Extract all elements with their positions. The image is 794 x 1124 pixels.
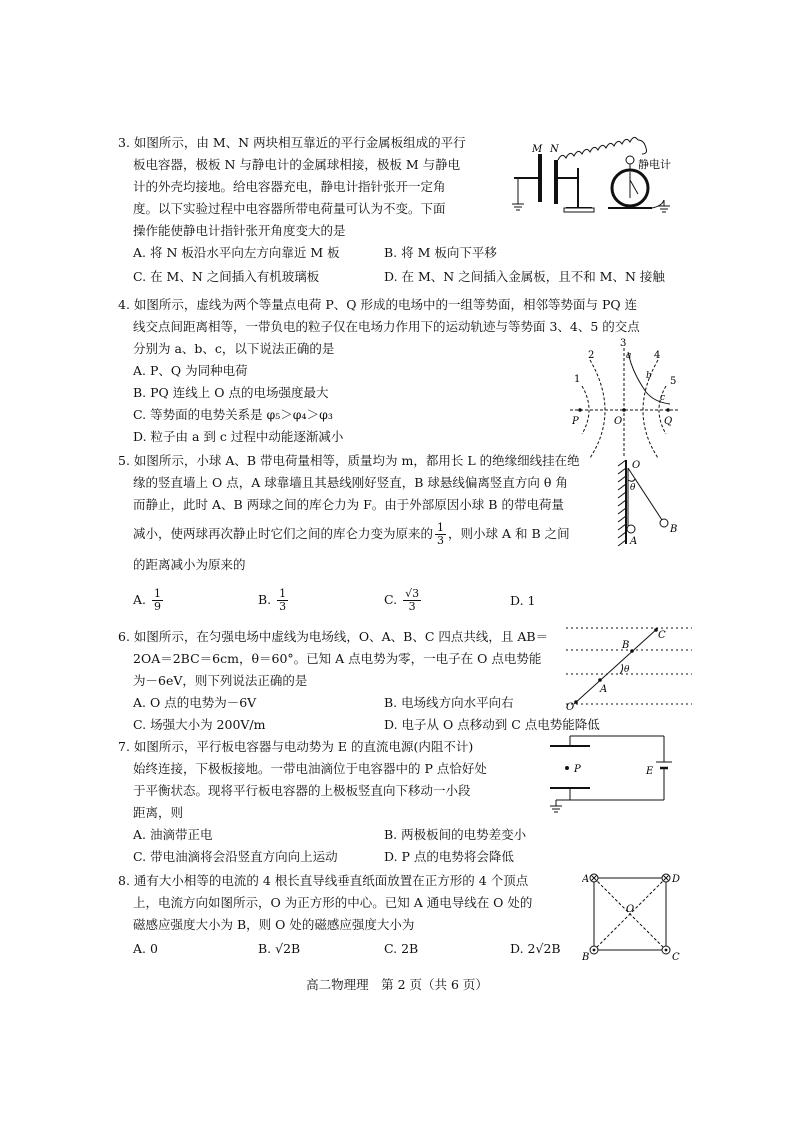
q5-label-b: B [670,524,678,535]
q8-option-b: B. √2B [258,941,301,956]
q8-line-1: 8. 通有大小相等的电流的 4 根长直导线垂直纸面放置在正方形的 4 个顶点 [118,873,529,888]
q8-label-a: A [582,874,590,885]
q5-option-a [133,588,165,613]
q5-line-2: 缘的竖直墙上 O 点，A 球靠墙且其悬线刚好竖直，B 球悬线偏离竖直方向 θ 角 [133,475,568,490]
q5-line-1: 5. 如图所示，小球 A、B 带电荷量相等，质量均为 m，都用长 L 的绝缘细线挂在绝 [118,453,580,468]
q5-option-d [510,592,536,610]
q5-line-4-fraction [435,522,446,547]
q6-label-theta: θ [624,665,630,675]
q7-option-a: A. 油滴带正电 [133,827,213,842]
q5-line-4-den: 3 [437,534,445,547]
q8-square-wires-figure [582,868,682,962]
q4-option-b: B. PQ 连线上 O 点的电场强度最大 [133,385,329,400]
q7-label-e: E [646,766,654,777]
q4-line-3: 分别为 a、b、c，以下说法正确的是 [133,341,335,356]
q6-line-2: 2OA＝2BC＝6cm，θ＝60°。已知 A 点电势为零，一电子在 O 点电势能 [133,651,542,666]
q4-label-4: 4 [654,350,661,361]
q5-option-d-text: 1 [527,593,536,608]
q5-option-a-letter: A. [133,592,147,607]
q5-label-a: A [630,536,638,546]
q4-option-c: C. 等势面的电势关系是 φ₅＞φ₄＞φ₃ [133,407,333,422]
q8-label-d: D [672,874,681,885]
q3-option-c: C. 在 M、N 之间插入有机玻璃板 [133,269,320,284]
q8-option-a: A. 0 [133,941,158,956]
q5-line-3: 而静止，此时 A、B 两球之间的库仑力为 F。由于外部原因小球 B 的带电荷量 [133,497,564,512]
q7-line-3: 于平衡状态。现将平行板电容器的上极板竖直向下移动一小段 [133,783,471,798]
q7-line-4: 距离，则 [133,805,184,820]
q3-electroscope-figure [508,132,698,222]
q5-charged-balls-figure [612,458,692,546]
q4-label-q: Q [664,416,673,427]
q5-line-4 [133,522,570,547]
q5-line-4-num: 1 [437,521,445,534]
q8-label-c: C [672,952,680,962]
q5-option-b-den: 3 [279,600,287,613]
q7-label-p: P [574,764,581,775]
q6-label-b: B [622,640,630,651]
q8-option-c: C. 2B [384,941,419,956]
q5-option-c-den: 3 [408,600,416,613]
q4-label-1: 1 [574,374,581,385]
q5-option-b-fraction [277,588,288,613]
q8-label-o: O [626,904,635,915]
q5-option-b [258,588,290,613]
q6-option-a: A. O 点的电势为－6V [133,695,257,710]
q6-label-a: A [600,684,608,695]
q5-option-c-letter: C. [384,592,398,607]
q4-label-2: 2 [588,350,595,361]
q7-option-b: B. 两极板间的电势差变小 [384,827,527,842]
q4-label-b: b [646,371,652,381]
q4-option-d: D. 粒子由 a 到 c 过程中动能逐渐减小 [133,429,344,444]
q3-line-4: 度。以下实验过程中电容器所带电荷量可认为不变。下面 [133,201,446,216]
q6-label-c: C [658,630,666,641]
q5-option-c-fraction [403,588,421,613]
q7-line-2: 始终连接，下极板接地。一带电油滴位于电容器中的 P 点恰好处 [133,761,487,776]
q3-meter-label: 静电计 [638,158,671,171]
q3-option-a: A. 将 N 板沿水平向左方向靠近 M 板 [133,245,340,260]
q6-option-c: C. 场强大小为 200V/m [133,717,266,732]
q5-line-4-post: ，则小球 A 和 B 之间 [448,526,570,541]
q7-option-d: D. P 点的电势将会降低 [384,849,514,864]
q4-label-o: O [614,416,623,427]
q4-label-a: a [626,351,632,361]
q5-option-a-den: 9 [154,600,161,613]
q6-line-3: 为－6eV，则下列说法正确的是 [133,673,308,688]
q8-line-2: 上，电流方向如图所示，O 为正方形的中心。已知 A 通电导线在 O 处的 [133,895,533,910]
q8-label-b: B [582,952,590,962]
q3-line-3: 计的外壳均接地。给电容器充电，静电计指针张开一定角 [133,179,446,194]
q5-option-d-letter: D. [510,593,524,608]
q7-capacitor-circuit-figure [530,734,680,818]
q3-option-b: B. 将 M 板向下平移 [384,245,497,260]
q3-line-2: 板电容器，极板 N 与静电计的金属球相接，极板 M 与静电 [133,157,461,172]
q5-label-theta: θ [630,483,636,493]
q4-label-3: 3 [620,338,627,349]
q4-equipotential-figure [560,338,690,458]
q5-option-a-fraction [152,588,163,613]
q4-label-5: 5 [670,376,677,387]
q7-line-1: 7. 如图所示，平行板电容器与电动势为 E 的直流电源(内阻不计) [118,739,474,754]
q5-option-a-num: 1 [154,587,161,600]
q4-line-1: 4. 如图所示，虚线为两个等量点电荷 P、Q 形成的电场中的一组等势面，相邻等势面与 PQ 连 [118,297,638,312]
q4-label-c: c [660,393,666,403]
q8-line-3: 磁感应强度大小为 B，则 O 处的磁感应强度大小为 [133,917,415,932]
q6-line-1: 6. 如图所示，在匀强电场中虚线为电场线，O、A、B、C 四点共线，且 AB＝ [118,629,549,644]
q6-label-o: O [566,702,575,712]
q5-line-5: 的距离减小为原来的 [133,557,246,572]
q4-line-2: 线交点间距离相等，一带负电的粒子仅在电场力作用下的运动轨迹与等势面 3、4、5 的交点 [133,319,640,334]
q4-option-a: A. P、Q 为同种电荷 [133,363,248,378]
q3-option-d: D. 在 M、N 之间插入金属板，且不和 M、N 接触 [384,269,665,284]
q5-line-4-pre: 减小，使两球再次静止时它们之间的库仑力变为原来的 [133,526,434,541]
q5-option-c-num: √3 [405,587,420,600]
q5-option-c [384,588,423,613]
q7-option-c: C. 带电油滴将会沿竖直方向向上运动 [133,849,338,864]
q6-option-b: B. 电场线方向水平向右 [384,695,514,710]
page-footer: 高二物理理 第 2 页（共 6 页） [306,977,488,992]
q3-label-m: M [532,144,543,155]
q3-line-1: 3. 如图所示，由 M、N 两块相互靠近的平行金属板组成的平行 [118,135,466,150]
q3-label-n: N [550,144,559,155]
q5-label-o: O [632,460,641,471]
q6-field-lines-figure [562,620,694,712]
q6-option-d: D. 电子从 O 点移动到 C 点电势能降低 [384,717,600,732]
q4-label-p: P [572,416,579,427]
q5-option-b-letter: B. [258,592,272,607]
q3-line-5: 操作能使静电计指针张开角度变大的是 [133,223,346,238]
q8-option-d: D. 2√2B [510,941,561,956]
q5-option-b-num: 1 [279,587,287,600]
